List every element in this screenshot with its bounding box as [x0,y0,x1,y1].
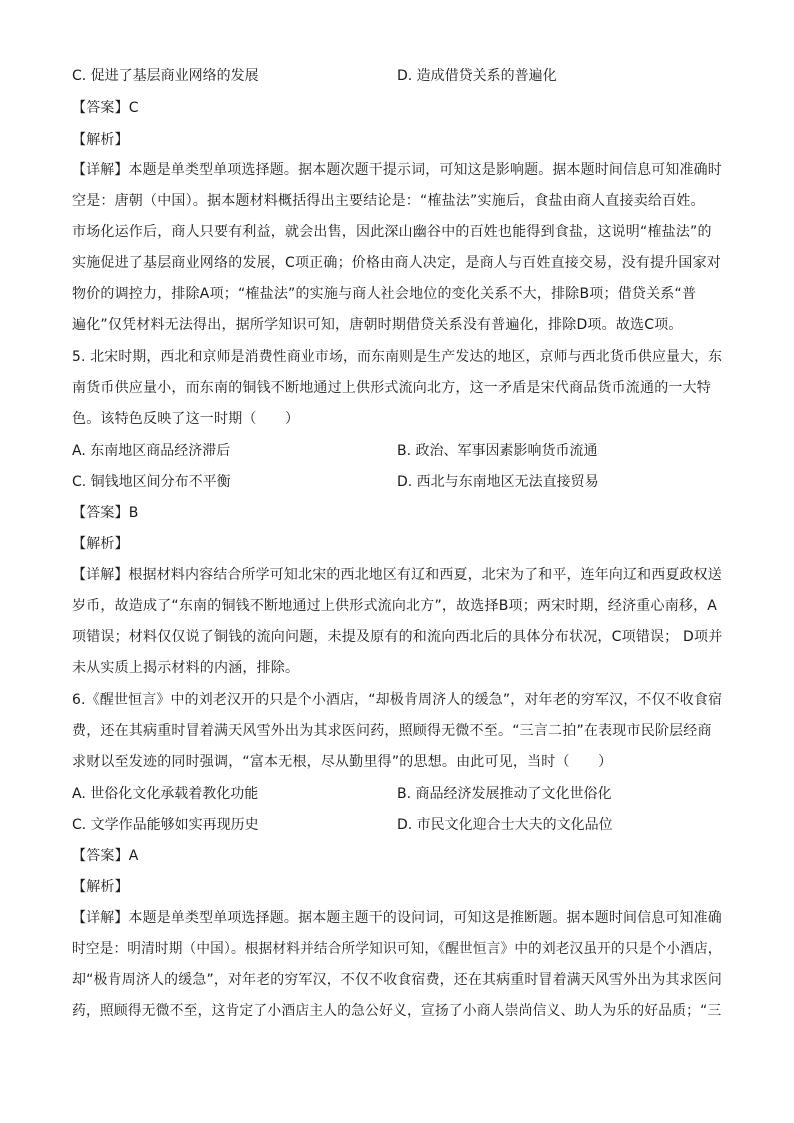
q4-detail-line: 遍化”仅凭材料无法得出，据所学知识可知，唐朝时期借贷关系没有普遍化，排除D项。故选C项。 [72,317,683,333]
q5-stem-line: 色。该特色反映了这一时期（ ） [72,411,300,427]
q5-option-a: A. 东南地区商品经济滞后 [72,443,231,459]
q6-detail-line: 【详解】本题是单类型单项选择题。据本题主题干的设问词，可知这是推断题。据本题时间信息可知准确 [72,910,722,926]
q6-detail-line: 药，照顾得无微不至，这肯定了小酒店主人的急公好义，宣扬了小商人崇尚信义、助人为乐的好品质；“三 [72,1003,722,1019]
q6-answer: 【答案】A [72,848,139,864]
q5-option-c: C. 铜钱地区间分布不平衡 [72,474,231,490]
q6-option-c: C. 文学作品能够如实再现历史 [72,817,259,833]
q6-analysis-heading: 【解析】 [72,879,129,895]
q4-detail-line: 【详解】本题是单类型单项选择题。据本题次题干提示词，可知这是影响题。据本题时间信息可知准确时 [72,162,722,178]
q4-detail-line: 空是：唐朝（中国）。据本题材料概括得出主要结论是：“榷盐法”实施后，食盐由商人直接卖给百姓。 [72,193,705,209]
q6-detail-line: 却“极肯周济人的缓急”，对年老的穷军汉，不仅不收食宿费，还在其病重时冒着满天风雪外出为其求医问 [72,972,722,988]
q4-answer: 【答案】C [72,100,139,116]
q5-option-d: D. 西北与东南地区无法直接贸易 [397,474,599,490]
q6-stem-line: 6.《醒世恒言》中的刘老汉开的只是个小酒店，“却极肯周济人的缓急”，对年老的穷军汉，不仅不收食宿 [72,692,723,708]
q4-detail-line: 实施促进了基层商业网络的发展，C项正确；价格由商人决定，是商人与百姓直接交易，没有提升国家对 [72,255,721,271]
q5-analysis-heading: 【解析】 [72,536,129,552]
q5-detail-line: 岁币，故造成了“东南的铜钱不断地通过上供形式流向北方”，故选择B项；两宋时期，经济重心南移，A [72,598,718,614]
q6-stem-line: 求财以至发迹的同时强调，“富本无根，尽从勤里得”的思想。由此可见，当时（ ） [72,754,613,770]
q6-stem-line: 费，还在其病重时冒着满天风雪外出为其求医问药，照顾得无微不至。“三言二拍”在表现市民阶层经商 [72,723,712,739]
q4-option-c: C. 促进了基层商业网络的发展 [72,68,259,84]
q4-detail-line: 物价的调控力，排除A项；“榷盐法”的实施与商人社会地位的变化关系不大，排除B项；借贷关系“普 [72,286,697,302]
q4-analysis-heading: 【解析】 [72,132,129,148]
q4-option-d: D. 造成借贷关系的普遍化 [397,68,557,84]
q5-detail-line: 【详解】根据材料内容结合所学可知北宋的西北地区有辽和西夏，北宋为了和平，连年向辽和西夏政权送 [72,567,722,583]
q6-option-d: D. 市民文化迎合士大夫的文化品位 [397,817,613,833]
q6-detail-line: 时空是：明清时期（中国）。根据材料并结合所学知识可知，《醒世恒言》中的刘老汉虽开的只是个小酒店， [72,941,722,957]
q4-detail-line: 市场化运作后，商人只要有利益，就会出售，因此深山幽谷中的百姓也能得到食盐，这说明“榷盐法”的 [72,224,712,240]
q6-option-a: A. 世俗化文化承载着教化功能 [72,786,259,802]
q5-detail-line: 项错误；材料仅仅说了铜钱的流向问题，未提及原有的和流向西北后的具体分布状况，C项错误； D项并 [72,629,723,645]
q6-option-b: B. 商品经济发展推动了文化世俗化 [397,786,612,802]
q5-stem-line: 5. 北宋时期，西北和京师是消费性商业市场，而东南则是生产发达的地区，京师与西北货币供应量大，东 [72,349,723,365]
q5-answer: 【答案】B [72,505,139,521]
q5-stem-line: 南货币供应量小，而东南的铜钱不断地通过上供形式流向北方，这一矛盾是宋代商品货币流通的一大特 [72,380,711,396]
q5-option-b: B. 政治、军事因素影响货币流通 [397,443,598,459]
q5-detail-line: 未从实质上揭示材料的内涵，排除。 [72,660,300,676]
